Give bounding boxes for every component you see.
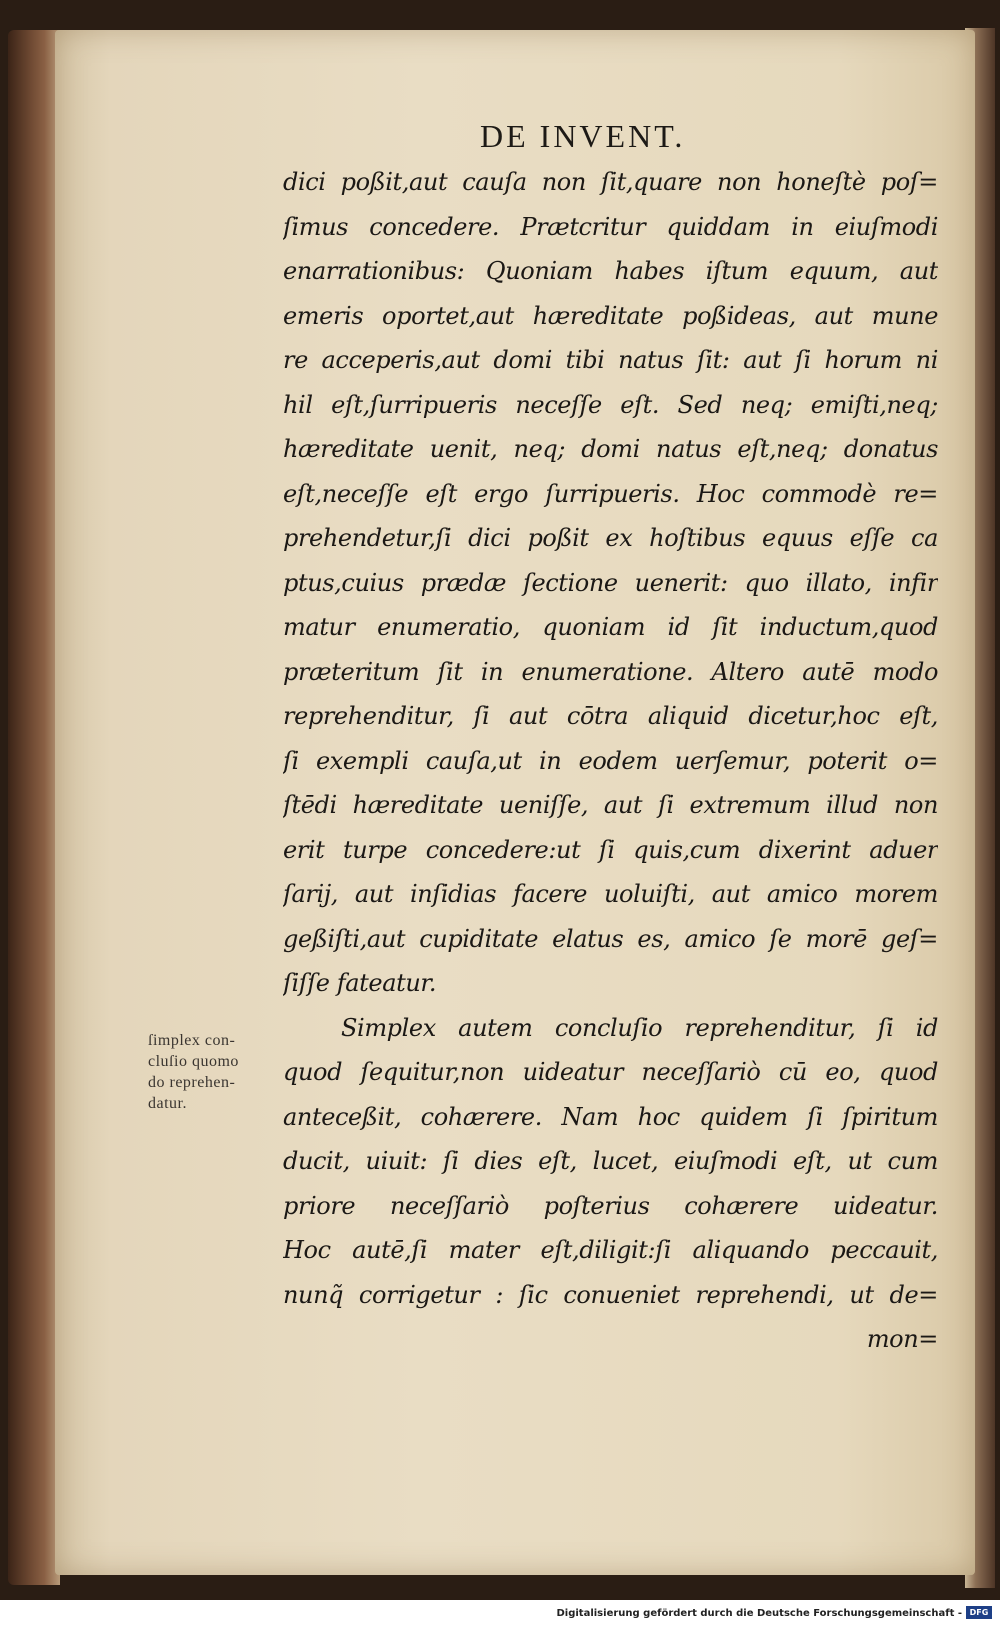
text-line: priore neceſſariò poſterius cohærere uideatur. xyxy=(283,1191,938,1220)
text-line: erit turpe concedere:ut ſi quis,cum dixerint aduer xyxy=(283,835,938,864)
text-line: hæreditate uenit, neq; domi natus eſt,neq; donatus xyxy=(283,435,938,463)
body-text xyxy=(283,160,938,1362)
text-line: hil eſt,ſurripueris neceſſe eſt. Sed neq; emiſti,neq; xyxy=(283,390,938,419)
catchword: mon= xyxy=(866,1325,938,1353)
marginal-note xyxy=(148,1030,298,1114)
marginal-line: cluſio quomo xyxy=(148,1053,239,1070)
text-line: præteritum ſit in enumeratione. Altero autē modo xyxy=(283,657,938,686)
marginal-line: do reprehen- xyxy=(148,1074,236,1091)
text-line: prehendetur,ſi dici poßit ex hoſtibus equus eſſe ca xyxy=(283,524,938,552)
book-spine-edge xyxy=(8,30,60,1585)
text-line: eſt,neceſſe eſt ergo ſurripueris. Hoc commodè re= xyxy=(283,479,938,508)
footer-credit: Digitalisierung gefördert durch die Deutsche Forschungsgemeinschaft - xyxy=(556,1608,962,1619)
text-line: ſiſſe fateatur. xyxy=(283,969,437,997)
marginal-line: ſimplex con- xyxy=(148,1032,236,1049)
text-line: geßiſti,aut cupiditate elatus es, amico ſe morē geſ= xyxy=(283,924,938,953)
text-line: ſtēdi hæreditate ueniſſe, aut ſi extremum illud non xyxy=(283,791,938,819)
text-line: matur enumeratio, quoniam id ſit inductum,quod xyxy=(283,613,938,641)
text-line: ducit, uiuit: ſi dies eſt, lucet, eiuſmodi eſt, ut cum xyxy=(283,1147,938,1175)
text-line: ptus,cuius prædæ ſectione uenerit: quo illato, infir xyxy=(283,568,938,597)
running-title: DE INVENT. xyxy=(480,118,686,154)
text-line: ſi exempli cauſa,ut in eodem uerſemur, poterit o= xyxy=(283,746,938,775)
text-line: ſimus concedere. Prætcritur quiddam in eiuſmodi xyxy=(283,212,938,241)
marginal-line: datur. xyxy=(148,1095,187,1112)
text-line: dici poßit,aut cauſa non ſit,quare non honeſtè poſ= xyxy=(283,168,938,196)
text-line: quod ſequitur,non uideatur neceſſariò cū eo, quod xyxy=(283,1058,938,1086)
text-line: reprehenditur, ſi aut cōtra aliquid dicetur,hoc eſt, xyxy=(283,702,938,730)
text-line: Hoc autē,ſi mater eſt,diligit:ſi aliquando peccauit, xyxy=(283,1236,938,1264)
text-line: nunq̃ corrigetur : ſic conueniet reprehendi, ut de= xyxy=(283,1280,938,1309)
text-line: Simplex autem concluſio reprehenditur, ſi id xyxy=(341,1013,938,1042)
text-line: anteceßit, cohærere. Nam hoc quidem ſi ſpiritum xyxy=(283,1102,938,1131)
dfg-logo: DFG xyxy=(966,1606,992,1619)
text-line: re acceperis,aut domi tibi natus ſit: aut ſi horum ni xyxy=(283,346,938,374)
text-line: emeris oportet,aut hæreditate poßideas, aut mune xyxy=(283,301,938,330)
footer-bar xyxy=(0,1600,1000,1627)
text-line: ſarij, aut inſidias facere uoluiſti, aut amico morem xyxy=(283,880,938,908)
text-line: enarrationibus: Quoniam habes iſtum equum, aut xyxy=(283,257,938,285)
